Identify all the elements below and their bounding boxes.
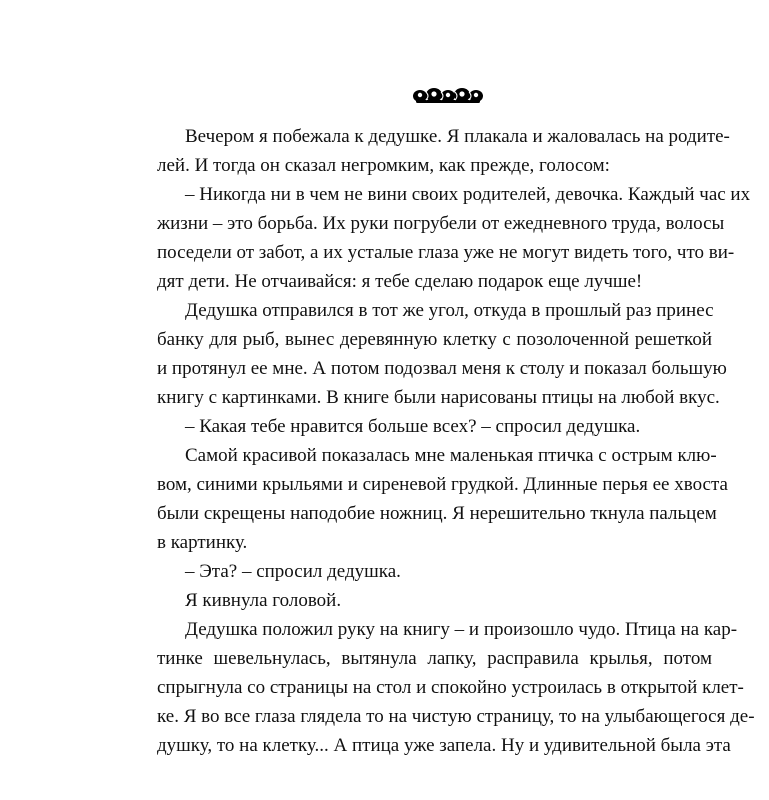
text-line: – Никогда ни в чем не вини своих родителей, девочка. Каждый час их [185, 184, 751, 205]
text-line: Дедушка положил руку на книгу – и произошло чудо. Птица на кар- [185, 619, 738, 640]
text-line: были скрещены наподобие ножниц. Я нерешительно ткнула пальцем [157, 503, 717, 524]
text-line: – Какая тебе нравится больше всех? – спросил дедушка. [185, 416, 641, 437]
text-line: Самой красивой показалась мне маленькая птичка с острым клю- [185, 445, 717, 466]
text-line: дят дети. Не отчаивайся: я тебе сделаю подарок еще лучше! [157, 271, 643, 292]
text-line: и протянул ее мне. А потом подозвал меня к столу и показал большую [157, 358, 727, 379]
text-line: Дедушка отправился в тот же угол, откуда в прошлый раз принес [185, 300, 714, 321]
text-line: вом, синими крыльями и сиреневой грудкой. Длинные перья ее хвоста [157, 474, 728, 495]
text-line: душку, то на клетку... А птица уже запела. Ну и удивительной была эта [157, 735, 731, 756]
text-line: спрыгнула со страницы на стол и спокойно устроилась в открытой клет- [157, 677, 744, 698]
text-line: банку для рыб, вынес деревянную клетку с позолоченной решеткой [157, 329, 712, 350]
text-line: в картинку. [157, 532, 248, 553]
text-line: жизни – это борьба. Их руки погрубели от ежедневного труда, волосы [157, 213, 725, 234]
text-line: Я кивнула головой. [185, 590, 342, 611]
text-line: лей. И тогда он сказал негромким, как прежде, голосом: [157, 155, 610, 176]
text-line: поседели от забот, а их усталые глаза уже не могут видеть того, что ви- [157, 242, 735, 263]
text-line: книгу с картинками. В книге были нарисованы птицы на любой вкус. [157, 387, 720, 408]
text-line: – Эта? – спросил дедушка. [185, 561, 401, 582]
text-line: ке. Я во все глаза глядела то на чистую страницу, то на улыбающегося де- [157, 706, 755, 727]
text-line: Вечером я побежала к дедушке. Я плакала и жаловалась на родите- [185, 126, 730, 147]
story-text [157, 122, 755, 760]
text-line: тинке шевельнулась, вытянула лапку, расправила крылья, потом [157, 648, 712, 669]
floral-ornament-icon [412, 86, 484, 106]
